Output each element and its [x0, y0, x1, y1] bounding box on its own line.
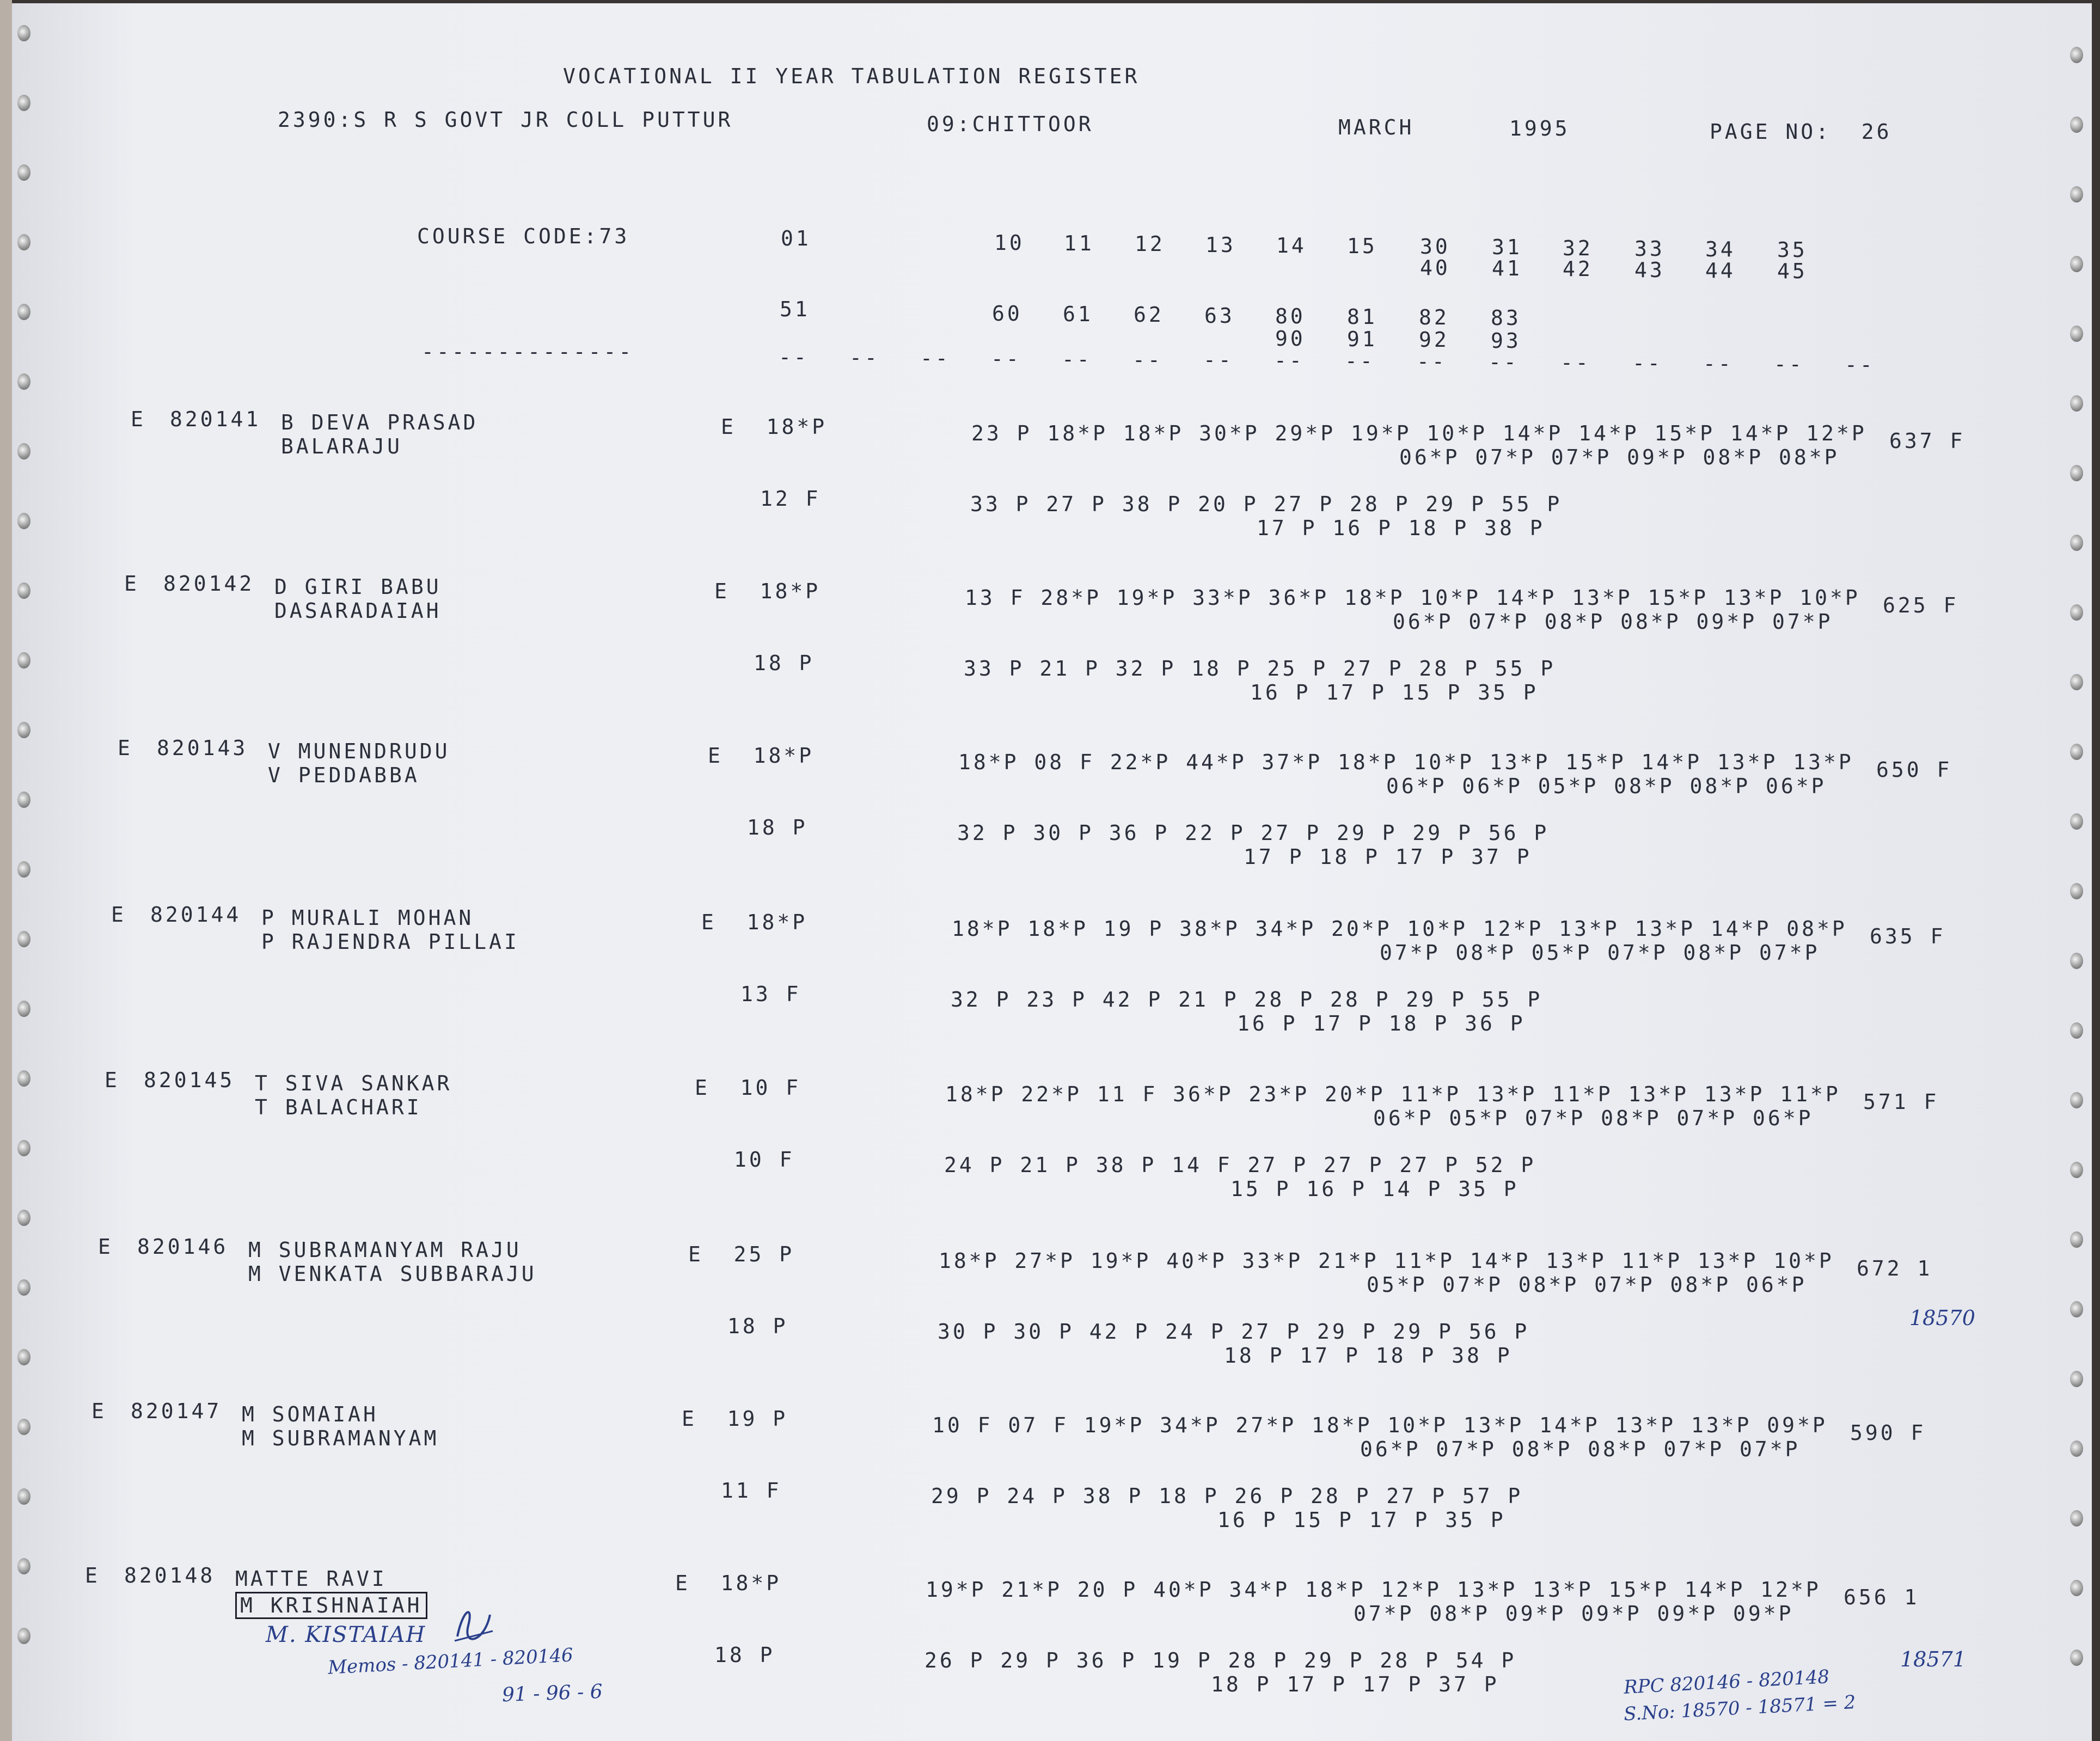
separator-dash: -- — [1560, 350, 1591, 375]
roll-number: 820148 — [124, 1564, 216, 1587]
marks-row-1: 18*P 22*P 11 F 36*P 23*P 20*P 11*P 13*P 11*P 13*P 13*P 11*P — [945, 1082, 1841, 1106]
mark-second: 18 P — [714, 1643, 775, 1667]
marks-row-2: 32 P 23 P 42 P 21 P 28 P 28 P 29 P 55 P — [951, 988, 1543, 1012]
parent-name: V PEDDABBA — [268, 763, 420, 787]
punch-hole — [17, 1070, 30, 1087]
handwritten-parent-name: M. KISTAIAH — [266, 1622, 426, 1647]
code-label: 81 — [1347, 305, 1377, 329]
punch-hole — [17, 1628, 30, 1644]
parent-name: M SUBRAMANYAM — [242, 1426, 439, 1450]
mark-first: E 18*P — [714, 579, 821, 603]
code-label: 15 — [1347, 234, 1377, 258]
punch-hole — [17, 1001, 30, 1017]
punch-hole — [17, 722, 30, 738]
separator-dash: -- — [1417, 350, 1447, 374]
punch-hole — [2070, 535, 2083, 551]
student-name: M SOMAIAH — [242, 1402, 378, 1426]
marks-row-1b: 06*P 07*P 08*P 08*P 07*P 07*P — [1360, 1437, 1801, 1461]
punch-hole — [17, 1349, 30, 1365]
code-label: 63 — [1204, 303, 1235, 328]
code-label: 01 — [781, 226, 811, 250]
mark-second: 12 F — [760, 487, 821, 511]
marks-row-1b: 06*P 07*P 07*P 09*P 08*P 08*P — [1399, 445, 1840, 469]
roll-number: 820142 — [163, 572, 255, 596]
punch-hole — [2070, 1510, 2083, 1527]
mark-first: E 18*P — [701, 910, 808, 934]
separator-dash: -- — [1632, 351, 1663, 375]
marks-row-2b: 16 P 17 P 15 P 35 P — [1250, 681, 1539, 704]
punch-hole — [17, 1419, 30, 1435]
punch-hole — [2070, 256, 2083, 272]
marks-row-2b: 16 P 15 P 17 P 35 P — [1217, 1508, 1506, 1532]
code-label: 34 — [1705, 237, 1736, 261]
mark-second: 10 F — [734, 1148, 795, 1172]
code-label: 12 — [1135, 232, 1165, 256]
mark-first: E 25 P — [688, 1242, 795, 1266]
handwritten-count: 91 - 96 - 6 — [501, 1680, 603, 1707]
punch-hole — [17, 1279, 30, 1296]
mark-first: E 10 F — [695, 1076, 801, 1100]
marks-row-1: 13 F 28*P 19*P 33*P 36*P 18*P 10*P 14*P 13*P 15*P 13*P 10*P — [965, 586, 1860, 610]
student-name: MATTE RAVI — [235, 1567, 387, 1591]
code-label: 62 — [1134, 303, 1164, 327]
code-label: 32 — [1563, 236, 1593, 260]
marks-row-2: 29 P 24 P 38 P 18 P 26 P 28 P 27 P 57 P — [931, 1484, 1523, 1508]
code-label: 82 — [1419, 305, 1449, 330]
total-result: 635 F — [1870, 924, 1946, 948]
parent-name: M VENKATA SUBBARAJU — [248, 1262, 537, 1286]
punch-hole — [2070, 1231, 2083, 1248]
punch-hole — [2070, 117, 2083, 133]
separator-dash: -- — [1062, 347, 1092, 371]
parent-name: BALARAJU — [281, 434, 403, 458]
roll-number: 820143 — [157, 736, 248, 760]
marks-row-2b: 18 P 17 P 18 P 38 P — [1224, 1344, 1513, 1368]
mark-first: E 18*P — [675, 1571, 782, 1595]
mark-second: 18 P — [727, 1314, 788, 1338]
marks-row-2: 32 P 30 P 36 P 22 P 27 P 29 P 29 P 56 P — [957, 821, 1550, 845]
punch-hole — [17, 652, 30, 669]
punch-hole — [2070, 47, 2083, 63]
roll-number: 820145 — [144, 1068, 235, 1092]
code-label: 35 — [1777, 238, 1808, 262]
marks-row-2: 33 P 27 P 38 P 20 P 27 P 28 P 29 P 55 P — [970, 492, 1563, 516]
marks-row-1b: 06*P 06*P 05*P 08*P 08*P 06*P — [1386, 774, 1827, 798]
code-label: 92 — [1419, 328, 1449, 352]
student-name: B DEVA PRASAD — [281, 410, 479, 434]
separator-dash: -- — [1774, 352, 1804, 376]
punch-hole — [17, 931, 30, 947]
total-result: 637 F — [1889, 429, 1966, 453]
separator-dash: -- — [849, 345, 880, 370]
signature-mark — [452, 1598, 495, 1647]
marks-row-1: 10 F 07 F 19*P 34*P 27*P 18*P 10*P 13*P 14*P 13*P 13*P 09*P — [932, 1413, 1828, 1437]
code-label: 43 — [1634, 258, 1665, 282]
code-label: 83 — [1491, 306, 1521, 330]
code-label: 31 — [1492, 235, 1522, 260]
code-label: 91 — [1347, 327, 1377, 352]
record-prefix: E — [131, 407, 146, 431]
separator-dash: -- — [1845, 352, 1875, 377]
parent-name: P RAJENDRA PILLAI — [261, 930, 519, 954]
punch-hole — [17, 373, 30, 390]
college-name: 2390:S R S GOVT JR COLL PUTTUR — [278, 108, 733, 132]
punch-hole — [2070, 186, 2083, 203]
handwritten-serial-range: S.No: 18570 - 18571 = 2 — [1623, 1691, 1857, 1726]
district-name: 09:CHITTOOR — [927, 112, 1094, 136]
separator-dash: -- — [1489, 350, 1519, 374]
roll-number: 820147 — [131, 1399, 222, 1423]
marks-row-2: 24 P 21 P 38 P 14 F 27 P 27 P 27 P 52 P — [944, 1153, 1536, 1177]
handwritten-serial-2: 18571 — [1900, 1647, 1966, 1671]
mark-second: 18 P — [747, 816, 808, 839]
punch-hole — [2070, 883, 2083, 899]
code-label: 13 — [1205, 232, 1236, 257]
marks-row-2b: 18 P 17 P 17 P 37 P — [1211, 1672, 1499, 1696]
punch-hole — [2070, 326, 2083, 342]
code-label: 93 — [1491, 328, 1521, 353]
punch-hole — [17, 1210, 30, 1226]
course-code: COURSE CODE:73 — [417, 224, 630, 248]
code-label: 41 — [1492, 256, 1522, 281]
separator-dash: -- — [1703, 351, 1734, 376]
punch-hole — [17, 583, 30, 599]
punch-hole — [2070, 1580, 2083, 1596]
record-prefix: E — [85, 1564, 100, 1587]
code-label: 45 — [1777, 259, 1808, 283]
punch-hole — [17, 1488, 30, 1505]
marks-row-1: 18*P 18*P 19 P 38*P 34*P 20*P 10*P 12*P 13*P 13*P 14*P 08*P — [952, 917, 1847, 941]
total-result: 656 1 — [1844, 1585, 1920, 1609]
code-label: 11 — [1064, 231, 1094, 256]
code-label: 44 — [1705, 258, 1736, 283]
marks-row-1b: 05*P 07*P 08*P 07*P 08*P 06*P — [1367, 1273, 1807, 1297]
punch-hole — [2070, 674, 2083, 690]
code-label: 14 — [1276, 233, 1307, 258]
mark-first: E 18*P — [708, 744, 815, 768]
parent-name: T BALACHARI — [255, 1095, 422, 1119]
handwritten-rpc-range: RPC 820146 - 820148 — [1623, 1666, 1830, 1699]
punch-hole — [17, 234, 30, 250]
mark-second: 18 P — [754, 651, 815, 675]
punch-hole — [2070, 744, 2083, 760]
student-name: D GIRI BABU — [274, 575, 442, 599]
marks-row-1b: 07*P 08*P 05*P 07*P 08*P 07*P — [1380, 941, 1820, 965]
punch-hole — [17, 861, 30, 878]
marks-row-2b: 16 P 17 P 18 P 36 P — [1237, 1012, 1526, 1035]
exam-year: 1995 — [1509, 117, 1570, 140]
record-prefix: E — [124, 572, 139, 596]
register-title: VOCATIONAL II YEAR TABULATION REGISTER — [563, 64, 1140, 88]
punch-hole — [2070, 465, 2083, 481]
handwritten-serial-1: 18570 — [1909, 1306, 1975, 1330]
punch-hole — [2070, 1092, 2083, 1108]
punch-hole — [17, 1558, 30, 1574]
marks-row-1b: 06*P 07*P 08*P 08*P 09*P 07*P — [1393, 610, 1833, 634]
separator-dash: -- — [1203, 348, 1234, 372]
roll-number: 820146 — [137, 1235, 229, 1259]
code-label: 40 — [1420, 256, 1450, 280]
separator-dash: -- — [1274, 348, 1305, 373]
exam-month: MARCH — [1338, 115, 1415, 139]
punch-hole — [17, 25, 30, 41]
roll-number: 820144 — [150, 903, 242, 927]
marks-row-2b: 17 P 18 P 17 P 37 P — [1244, 845, 1532, 869]
marks-row-1: 18*P 08 F 22*P 44*P 37*P 18*P 10*P 13*P 15*P 14*P 13*P 13*P — [958, 750, 1854, 774]
student-name: M SUBRAMANYAM RAJU — [248, 1238, 522, 1262]
student-name: P MURALI MOHAN — [261, 906, 474, 930]
student-name: T SIVA SANKAR — [255, 1071, 452, 1095]
punch-hole — [2070, 395, 2083, 412]
mark-first: E 18*P — [721, 415, 828, 439]
punch-hole — [17, 792, 30, 808]
marks-row-2: 26 P 29 P 36 P 19 P 28 P 29 P 28 P 54 P — [925, 1648, 1517, 1672]
punch-hole — [2070, 1022, 2083, 1039]
punch-hole — [2070, 1650, 2083, 1666]
separator-line: -------------- — [421, 340, 634, 364]
punch-hole — [2070, 1371, 2083, 1387]
code-label: 80 — [1275, 304, 1306, 328]
record-prefix: E — [111, 903, 126, 927]
student-name: V MUNENDRUDU — [268, 739, 450, 763]
marks-row-2: 33 P 21 P 32 P 18 P 25 P 27 P 28 P 55 P — [964, 657, 1556, 681]
code-label: 42 — [1563, 257, 1593, 281]
total-result: 571 F — [1863, 1090, 1939, 1114]
punch-hole — [2070, 1162, 2083, 1178]
record-prefix: E — [105, 1068, 120, 1092]
punch-hole — [2070, 953, 2083, 969]
total-result: 650 F — [1876, 758, 1952, 782]
record-prefix: E — [98, 1235, 113, 1259]
marks-row-2b: 15 P 16 P 14 P 35 P — [1230, 1177, 1519, 1201]
register-binding — [0, 0, 12, 1741]
punch-hole — [17, 1140, 30, 1156]
punch-hole — [17, 95, 30, 111]
total-result: 590 F — [1850, 1421, 1926, 1445]
punch-hole — [2070, 1301, 2083, 1317]
punch-hole — [17, 443, 30, 459]
parent-name: M KRISHNAIAH — [235, 1592, 427, 1619]
code-label: 33 — [1634, 236, 1665, 261]
code-label: 10 — [994, 231, 1025, 255]
punch-hole — [17, 164, 30, 181]
total-result: 672 1 — [1857, 1256, 1933, 1280]
marks-row-2: 30 P 30 P 42 P 24 P 27 P 29 P 29 P 56 P — [938, 1320, 1530, 1344]
punch-hole — [2070, 813, 2083, 830]
register-page — [12, 3, 2092, 1741]
punch-hole — [2070, 604, 2083, 621]
parent-name: DASARADAIAH — [274, 599, 442, 623]
record-prefix: E — [118, 736, 133, 760]
marks-row-2b: 17 P 16 P 18 P 38 P — [1257, 516, 1545, 540]
marks-row-1b: 07*P 08*P 09*P 09*P 09*P 09*P — [1354, 1602, 1794, 1626]
separator-dash: -- — [1132, 347, 1163, 372]
separator-dash: -- — [1345, 349, 1375, 373]
mark-second: 11 F — [721, 1479, 782, 1503]
marks-row-1: 18*P 27*P 19*P 40*P 33*P 21*P 11*P 14*P 13*P 11*P 13*P 10*P — [939, 1249, 1834, 1273]
code-label: 30 — [1420, 235, 1450, 259]
roll-number: 820141 — [170, 407, 261, 431]
punch-hole — [17, 513, 30, 529]
separator-dash: -- — [920, 346, 951, 370]
marks-row-1: 23 P 18*P 18*P 30*P 29*P 19*P 10*P 14*P 14*P 15*P 14*P 12*P — [971, 421, 1867, 445]
record-prefix: E — [91, 1399, 107, 1423]
page-number: PAGE NO: 26 — [1710, 120, 1892, 144]
mark-first: E 19 P — [682, 1407, 788, 1431]
separator-dash: -- — [991, 346, 1021, 371]
punch-hole — [17, 304, 30, 320]
marks-row-1: 19*P 21*P 20 P 40*P 34*P 18*P 12*P 13*P 13*P 15*P 14*P 12*P — [926, 1578, 1821, 1602]
punch-hole — [2070, 1440, 2083, 1457]
code-label: 51 — [780, 297, 810, 321]
mark-second: 13 F — [740, 982, 801, 1006]
code-label: 90 — [1275, 327, 1306, 351]
handwritten-memo-range: Memos - 820141 - 820146 — [327, 1644, 574, 1679]
code-label: 61 — [1063, 302, 1093, 327]
separator-dash: -- — [779, 345, 809, 369]
total-result: 625 F — [1883, 593, 1959, 617]
marks-row-1b: 06*P 05*P 07*P 08*P 07*P 06*P — [1373, 1106, 1814, 1130]
code-label: 60 — [992, 302, 1023, 326]
